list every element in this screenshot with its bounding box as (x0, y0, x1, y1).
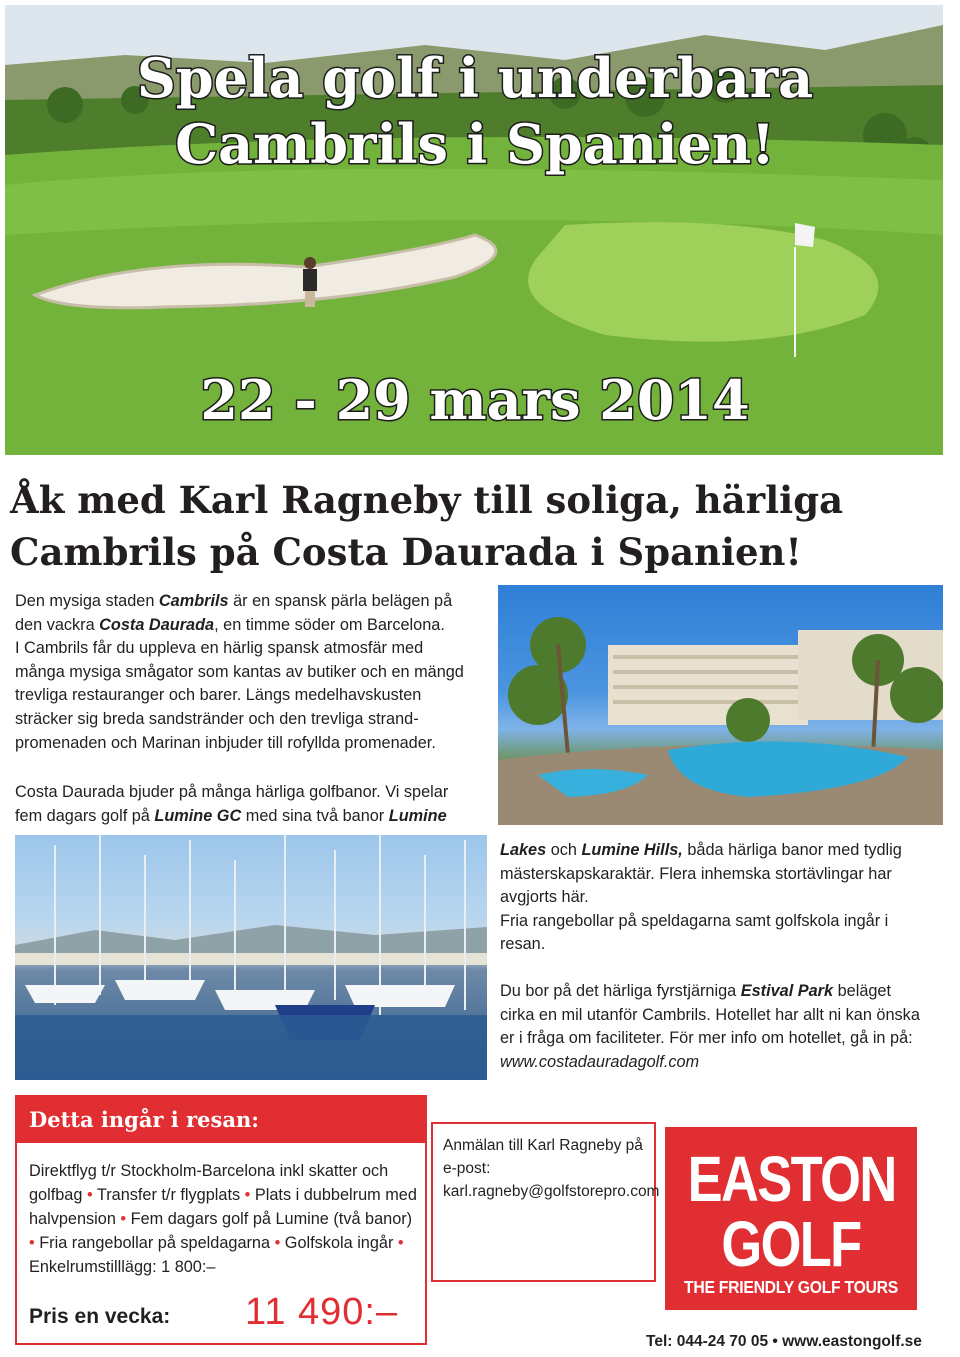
subheadline-line-1: Åk med Karl Ragneby till soliga, härliga (10, 478, 844, 522)
inclusion-item: Plats i dubbelrum med halvpension (29, 1186, 417, 1228)
inclusions-header: Detta ingår i resan: (17, 1097, 425, 1143)
bullet-separator: • (82, 1186, 97, 1204)
subheadline-line-2: Cambrils på Costa Daurada i Spanien! (10, 530, 802, 574)
price-value: 11 490:– (245, 1291, 399, 1333)
intro-paragraph-1: Den mysiga staden Cambrils är en spansk pärla belägen på den vackra Costa Daurada, en timme söder om Barcelona. I Cambrils får du uppleva en härlig spansk atmosfär med många mysiga smågator som kantas av butiker och en mängd trevliga restauranger och barer. Längs medelhavskusten sträcker sig breda sandstränder och den trevliga strand- promenaden och Marinan inbjuder till rofyllda promenader. (15, 592, 464, 752)
inclusions-box (15, 1095, 427, 1345)
inclusion-item: Fem dagars golf på Lumine (två banor) (130, 1210, 413, 1228)
booking-line-1: Anmälan till Karl Ragneby på (443, 1137, 643, 1154)
intro-paragraph-2: Costa Daurada bjuder på många härliga golfbanor. Vi spelar fem dagars golf på Lumine GC med sina två banor Lumine (15, 783, 449, 825)
inclusion-item: Fria rangebollar på speldagarna (39, 1234, 271, 1252)
logo-word-easton: EASTON (687, 1143, 896, 1215)
marina-photo (15, 835, 487, 1080)
contact-line: Tel: 044-24 70 05 • www.eastongolf.se (646, 1333, 922, 1350)
logo-word-golf: GOLF (721, 1208, 861, 1280)
inclusion-item: Direktflyg t/r Stockholm-Barcelona inkl skatter och golfbag (29, 1162, 389, 1204)
easton-golf-logo (665, 1127, 917, 1310)
bullet-separator: • (393, 1234, 404, 1252)
booking-box (431, 1122, 660, 1282)
bullet-separator: • (270, 1234, 285, 1252)
inclusion-item: Transfer t/r flygplats (96, 1186, 241, 1204)
inclusion-item: Golfskola ingår (284, 1234, 394, 1252)
hero-golf-photo (5, 5, 943, 455)
bullet-separator: • (29, 1234, 40, 1252)
right-paragraph-1: Lakes och Lumine Hills, båda härliga banor med tydlig mästerskapskaraktär. Flera inhemska stortävlingar har avgjorts här. Fria rangebollar på speldagarna samt golfskola ingår i resan. (500, 841, 902, 954)
inclusion-item: Enkelrumstilllägg: 1 800:– (29, 1258, 216, 1276)
bullet-separator: • (115, 1210, 131, 1228)
right-paragraph-2: Du bor på det härliga fyrstjärniga Estival Park beläget cirka en mil utanför Cambrils. Hotellet har allt ni kan önska er i fråga om faciliteter. För mer info om hotellet, gå in på: www.costadauradagolf.com (500, 982, 920, 1071)
hero-title (85, 45, 865, 177)
logo-tagline: THE FRIENDLY GOLF TOURS (683, 1277, 899, 1297)
inclusions-list (29, 1159, 421, 1279)
resort-pool-illustration (498, 585, 943, 825)
hero-title-line-2: Cambrils i Spanien! (175, 112, 775, 176)
bullet-separator: • (240, 1186, 255, 1204)
resort-pool-photo (498, 585, 943, 825)
hero-title-line-1: Spela golf i underbara (136, 46, 814, 110)
booking-line-2: e-post: (443, 1160, 491, 1177)
marina-illustration (15, 835, 487, 1080)
booking-text (443, 1134, 660, 1203)
price-label: Pris en vecka: (29, 1305, 171, 1328)
booking-email-link[interactable]: karl.ragneby@golfstorepro.com (443, 1183, 660, 1200)
hero-dates: 22 - 29 mars 2014 (200, 368, 750, 432)
